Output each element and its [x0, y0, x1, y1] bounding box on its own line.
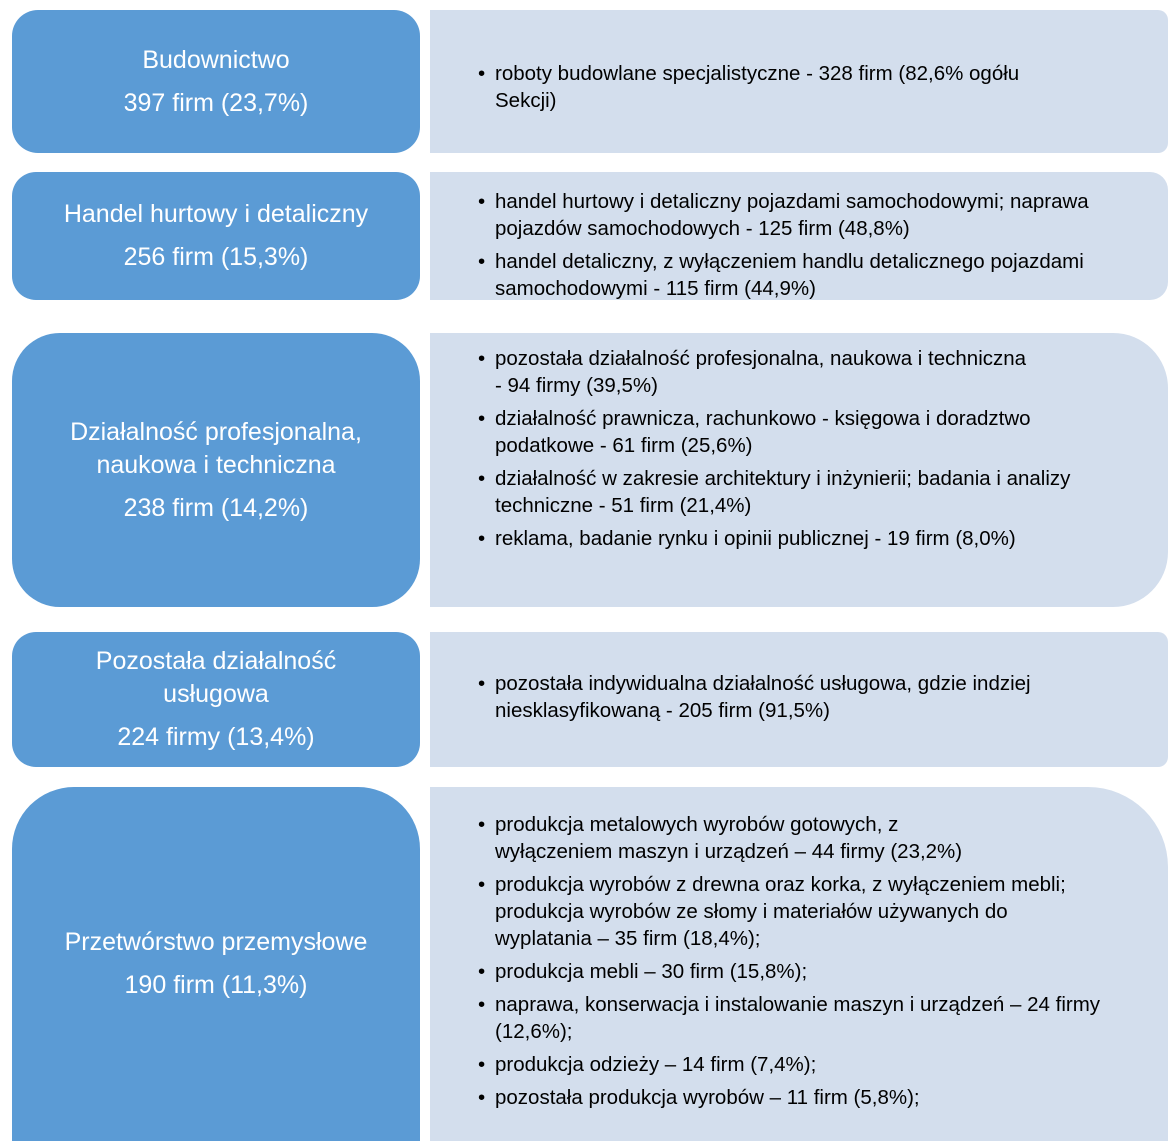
- detail-item: • produkcja mebli – 30 firm (15,8%);: [478, 958, 1088, 985]
- detail-item: • działalność w zakresie architektury i inżynierii; badania i analizy techniczne - 51 firm (21,4%): [478, 465, 1088, 519]
- details-list: [478, 809, 1101, 1111]
- category-name: Pozostała działalność usługowa: [95, 647, 337, 708]
- section-row-budownictwo: [0, 10, 1168, 153]
- category-box: [12, 333, 420, 607]
- details-panel: [430, 172, 1168, 300]
- category-count: 256 firm (15,3%): [123, 243, 309, 271]
- details-list: [478, 58, 1138, 114]
- details-panel: [430, 333, 1168, 607]
- detail-item: • pozostała produkcja wyrobów – 11 firm (5,8%);: [478, 1084, 1088, 1111]
- details-list: [478, 668, 1138, 724]
- details-panel: [430, 632, 1168, 767]
- detail-item: • naprawa, konserwacja i instalowanie maszyn i urządzeń – 24 firmy (12,6%);: [478, 991, 1108, 1045]
- detail-item: • produkcja metalowych wyrobów gotowych, z wyłączeniem maszyn i urządzeń – 44 firmy (23,2%): [478, 811, 1088, 865]
- section-row-przetworstwo: [0, 787, 1168, 1141]
- category-box: [12, 172, 420, 300]
- detail-item: • działalność prawnicza, rachunkowo - księgowa i doradztwo podatkowe - 61 firm (25,6%): [478, 405, 1088, 459]
- category-count: 397 firm (23,7%): [123, 88, 309, 117]
- section-row-handel: [0, 172, 1168, 300]
- details-panel: [430, 10, 1168, 153]
- detail-item: • pozostała działalność profesjonalna, naukowa i techniczna - 94 firmy (39,5%): [478, 345, 1088, 399]
- detail-item: • pozostała indywidualna działalność usługowa, gdzie indziej niesklasyfikowaną - 205 firm (91,5%): [478, 670, 1138, 724]
- detail-item: • reklama, badanie rynku i opinii publicznej - 19 firm (8,0%): [478, 525, 1088, 552]
- category-count: 190 firm (11,3%): [124, 971, 308, 999]
- detail-item: • handel hurtowy i detaliczny pojazdami samochodowymi; naprawa pojazdów samochodowych - 125 firm (48,8%): [478, 188, 1158, 242]
- category-name: Handel hurtowy i detaliczny: [63, 200, 369, 228]
- category-name: Przetwórstwo przemysłowe: [64, 928, 368, 956]
- detail-item: • produkcja odzieży – 14 firm (7,4%);: [478, 1051, 1088, 1078]
- category-box: [12, 632, 420, 767]
- detail-item: • roboty budowlane specjalistyczne - 328 firm (82,6% ogółu Sekcji): [478, 60, 1138, 114]
- section-row-dzialalnosc-profesjonalna: [0, 333, 1168, 607]
- category-count: 224 firmy (13,4%): [117, 723, 315, 751]
- detail-item: • handel detaliczny, z wyłączeniem handlu detalicznego pojazdami samochodowymi - 115 firm (44,9%): [478, 248, 1158, 302]
- category-name: Budownictwo: [142, 45, 290, 74]
- details-panel: [430, 787, 1168, 1141]
- details-list: [478, 343, 1088, 552]
- category-count: 238 firm (14,2%): [123, 493, 309, 522]
- category-box: [12, 787, 420, 1141]
- details-list: [478, 186, 1158, 302]
- section-row-pozostala-dzialalnosc: [0, 632, 1168, 767]
- category-box: [12, 10, 420, 153]
- detail-item: • produkcja wyrobów z drewna oraz korka, z wyłączeniem mebli; produkcja wyrobów ze słomy i materiałów używanych do wyplatania – 35 firm (18,4%);: [478, 871, 1108, 952]
- category-name: Działalność profesjonalna, naukowa i techniczna: [70, 417, 362, 479]
